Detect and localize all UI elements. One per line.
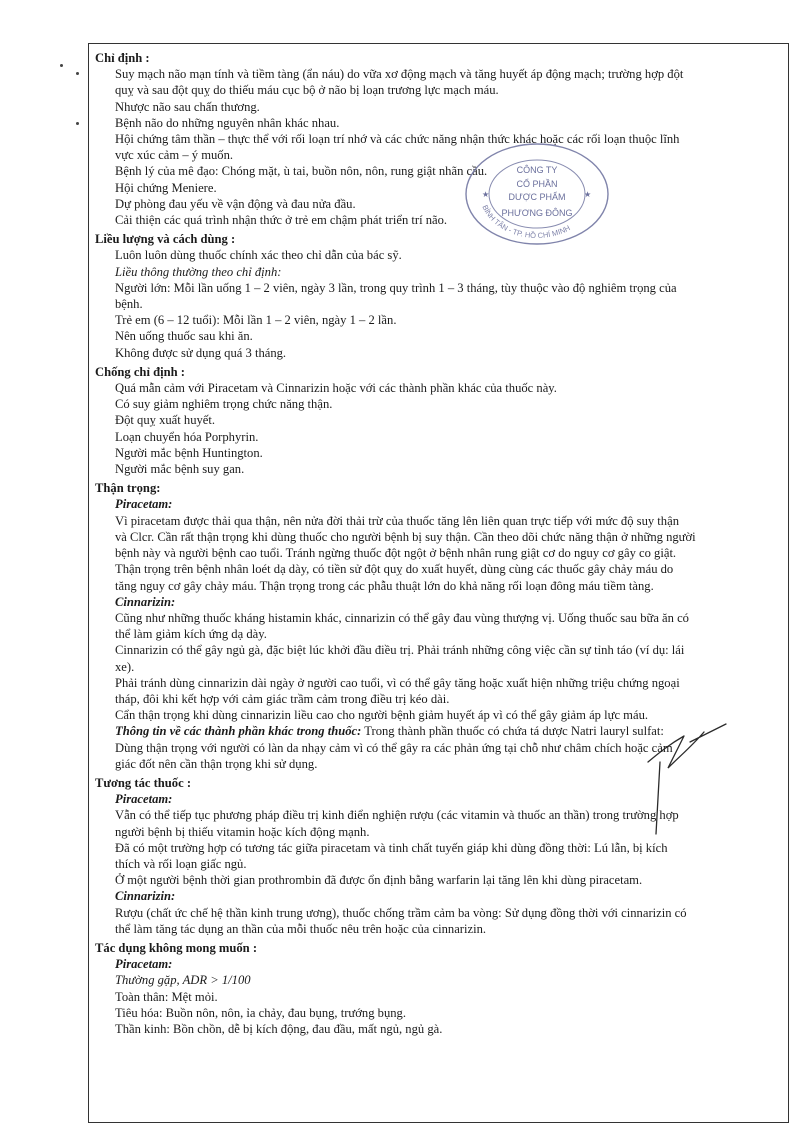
margin-dot — [60, 64, 63, 67]
text-line: thể làm tăng tác dụng an thần của mỗi thuốc nêu trên hoặc của cinnarizin. — [115, 921, 487, 936]
subheading-piracetam: Piracetam: — [115, 792, 173, 807]
text-line: Hội chứng tâm thần – thực thể với rối loạn trí nhớ và các chức năng nhận thức khác hoặc các rối loạn thuộc lĩnh — [115, 132, 680, 147]
svg-text:★: ★ — [482, 190, 490, 199]
text-line: Cũng như những thuốc kháng histamin khác, cinnarizin có thể gây đau vùng thượng vị. Uống thuốc sau bữa ăn có — [115, 610, 689, 625]
text-line: Dùng thận trọng với người có làn da nhạy cảm vì có thể gây ra các phản ứng tại chỗ như châm chích hoặc cảm — [115, 740, 673, 755]
stamp-line-4: PHƯƠNG ĐÔNG — [501, 208, 573, 218]
stamp-ring-text: BÌNH TÂN - TP. HỒ CHÍ MINH — [480, 203, 572, 241]
text-line: Có suy giảm nghiêm trọng chức năng thận. — [115, 397, 333, 412]
text-line: Người lớn: Mỗi lần uống 1 – 2 viên, ngày 3 lần, trong quy trình 1 – 3 tháng, tùy thuộc vào độ nghiêm trọng của — [115, 280, 677, 295]
text-line: Suy mạch não mạn tính và tiềm tàng (ẩn náu) do vữa xơ động mạch và tăng huyết áp động mạch; trường hợp đột — [115, 67, 684, 82]
signature-icon — [640, 722, 740, 837]
margin-dot — [76, 122, 79, 125]
subheading-piracetam: Piracetam: — [115, 497, 173, 512]
text-line: Đã có một trường hợp có tương tác giữa piracetam và tinh chất tuyến giáp khi dùng đồng thời: Lú lẫn, bị kích — [115, 840, 668, 855]
text-line: và Clcr. Cần rất thận trọng khi dùng thuốc cho người bệnh bị suy thận. Cần theo dõi chức năng thận ở những người — [115, 529, 696, 544]
margin-dot — [76, 72, 79, 75]
text-line: Bệnh lý của mê đạo: Chóng mặt, ù tai, buồn nôn, nôn, rung giật nhãn cầu. — [115, 164, 488, 179]
subheading-piracetam: Piracetam: — [115, 957, 173, 972]
text-line: bệnh này và người bệnh cao tuổi. Tránh ngừng thuốc đột ngột ở bệnh nhân rung giật cơ do nguy cơ gây co giật. — [115, 546, 677, 561]
text-line: người bệnh bị thiếu vitamin hoặc kích động mạnh. — [115, 824, 370, 839]
text-line: Thận trọng trên bệnh nhân loét dạ dày, có tiền sử đột quỵ do xuất huyết, dùng cùng các thuốc gây chảy máu do — [115, 562, 674, 577]
text-line: Dự phòng đau yếu về vận động và đau nửa đầu. — [115, 196, 356, 211]
text-line: quỵ và sau đột quỵ do thiếu máu cục bộ ở não bị loạn trương lực mạch máu. — [115, 83, 499, 98]
svg-text:★: ★ — [584, 190, 592, 199]
text-line: Toàn thân: Mệt mỏi. — [115, 989, 218, 1004]
text-line: Rượu (chất ức chế hệ thần kinh trung ương), thuốc chống trầm cảm ba vòng: Sử dụng đồng thời với cinnarizin có — [115, 905, 687, 920]
text-line: thích và rối loạn giấc ngủ. — [115, 856, 247, 871]
text-line: Hội chứng Meniere. — [115, 180, 217, 195]
text-line: xe). — [115, 659, 135, 674]
heading-chong-chi-dinh: Chống chỉ định : — [95, 364, 185, 379]
text-line: Không được sử dụng quá 3 tháng. — [115, 345, 287, 360]
text-line: Bệnh não do những nguyên nhân khác nhau. — [115, 115, 340, 130]
text-line: vực xúc cảm – ý muốn. — [115, 148, 234, 163]
text-line: Vì piracetam được thải qua thận, nên nửa đời thải trừ của thuốc tăng lên liên quan trực tiếp với mức độ suy thận — [115, 513, 679, 528]
text-line-italic: Thường gặp, ADR > 1/100 — [115, 973, 251, 988]
text-line: Thần kinh: Bồn chồn, dễ bị kích động, đau đầu, mất ngủ, ngủ gà. — [115, 1021, 443, 1036]
text-line: thể làm giảm kích ứng dạ dày. — [115, 627, 267, 642]
text-line: Cải thiện các quá trình nhận thức ở trẻ em chậm phát triển trí não. — [115, 213, 448, 228]
text-line: Phải tránh dùng cinnarizin dài ngày ở người cao tuổi, vì có thể gây tăng hoặc xuất hiện những triệu chứng ngoại — [115, 675, 680, 690]
subheading-cinnarizin: Cinnarizin: — [115, 889, 176, 904]
subheading-cinnarizin: Cinnarizin: — [115, 594, 176, 609]
text-line: Tiêu hóa: Buồn nôn, nôn, ỉa chảy, đau bụng, trướng bụng. — [115, 1005, 406, 1020]
company-stamp-icon — [462, 142, 612, 246]
text-line: tăng nguy cơ gây chảy máu. Thận trọng trong các phẫu thuật lớn do khả năng rối loạn đông máu tiềm tàng. — [115, 578, 654, 593]
text-line: Quá mẫn cảm với Piracetam và Cinnarizin hoặc với các thành phần khác của thuốc này. — [115, 381, 557, 396]
stamp-line-2: CỔ PHẦN — [516, 179, 558, 189]
text-line: Nhược não sau chấn thương. — [115, 99, 260, 114]
text-line: bệnh. — [115, 297, 143, 312]
stamp-line-1: CÔNG TY — [516, 165, 558, 175]
other-components-label: Thông tin về các thành phần khác trong thuốc: — [115, 724, 362, 739]
heading-lieu-luong: Liều lượng và cách dùng : — [95, 232, 236, 247]
heading-tac-dung: Tác dụng không mong muốn : — [95, 940, 258, 955]
text-line: Đột quỵ xuất huyết. — [115, 413, 216, 428]
text-line: Vẫn có thể tiếp tục phương pháp điều trị kinh điển nghiện rượu (các vitamin và thuốc an thần) trong trường hợp — [115, 808, 679, 823]
text-line-italic: Liều thông thường theo chỉ định: — [115, 264, 282, 279]
document-body — [95, 50, 780, 1037]
text-line: Nên uống thuốc sau khi ăn. — [115, 329, 253, 344]
text-line: Trẻ em (6 – 12 tuổi): Mỗi lần 1 – 2 viên, ngày 1 – 2 lần. — [115, 313, 397, 328]
text-line: tháp, đôi khi kết hợp với cảm giác trầm cảm trong điều trị kéo dài. — [115, 691, 450, 706]
text-line: Ở một người bệnh thời gian prothrombin đã được ổn định bằng warfarin lại tăng lên khi dùng piracetam. — [115, 873, 643, 888]
heading-tuong-tac: Tương tác thuốc : — [95, 775, 192, 790]
text-line: Luôn luôn dùng thuốc chính xác theo chỉ dẫn của bác sỹ. — [115, 248, 402, 263]
text-line: giác đốt nên cần thận trọng khi sử dụng. — [115, 756, 318, 771]
text-line: Người mắc bệnh suy gan. — [115, 462, 245, 477]
text-line: Cẩn thận trọng khi dùng cinnarizin liều cao cho người bệnh giảm huyết áp vì có thể gây giảm áp lực máu. — [115, 708, 649, 723]
text-line: Loạn chuyển hóa Porphyrin. — [115, 429, 259, 444]
heading-chi-dinh: Chỉ định : — [95, 51, 150, 65]
text-line: Cinnarizin có thể gây ngủ gà, đặc biệt lúc khởi đầu điều trị. Phải tránh những công việc cần sự tỉnh táo (ví dụ: lái — [115, 643, 685, 658]
other-components-text: Trong thành phần thuốc có chứa tá dược Natri lauryl sulfat: — [361, 724, 664, 739]
heading-than-trong: Thận trọng: — [95, 481, 161, 496]
stamp-line-3: DƯỢC PHẨM — [508, 192, 566, 202]
text-line: Người mắc bệnh Huntington. — [115, 445, 263, 460]
